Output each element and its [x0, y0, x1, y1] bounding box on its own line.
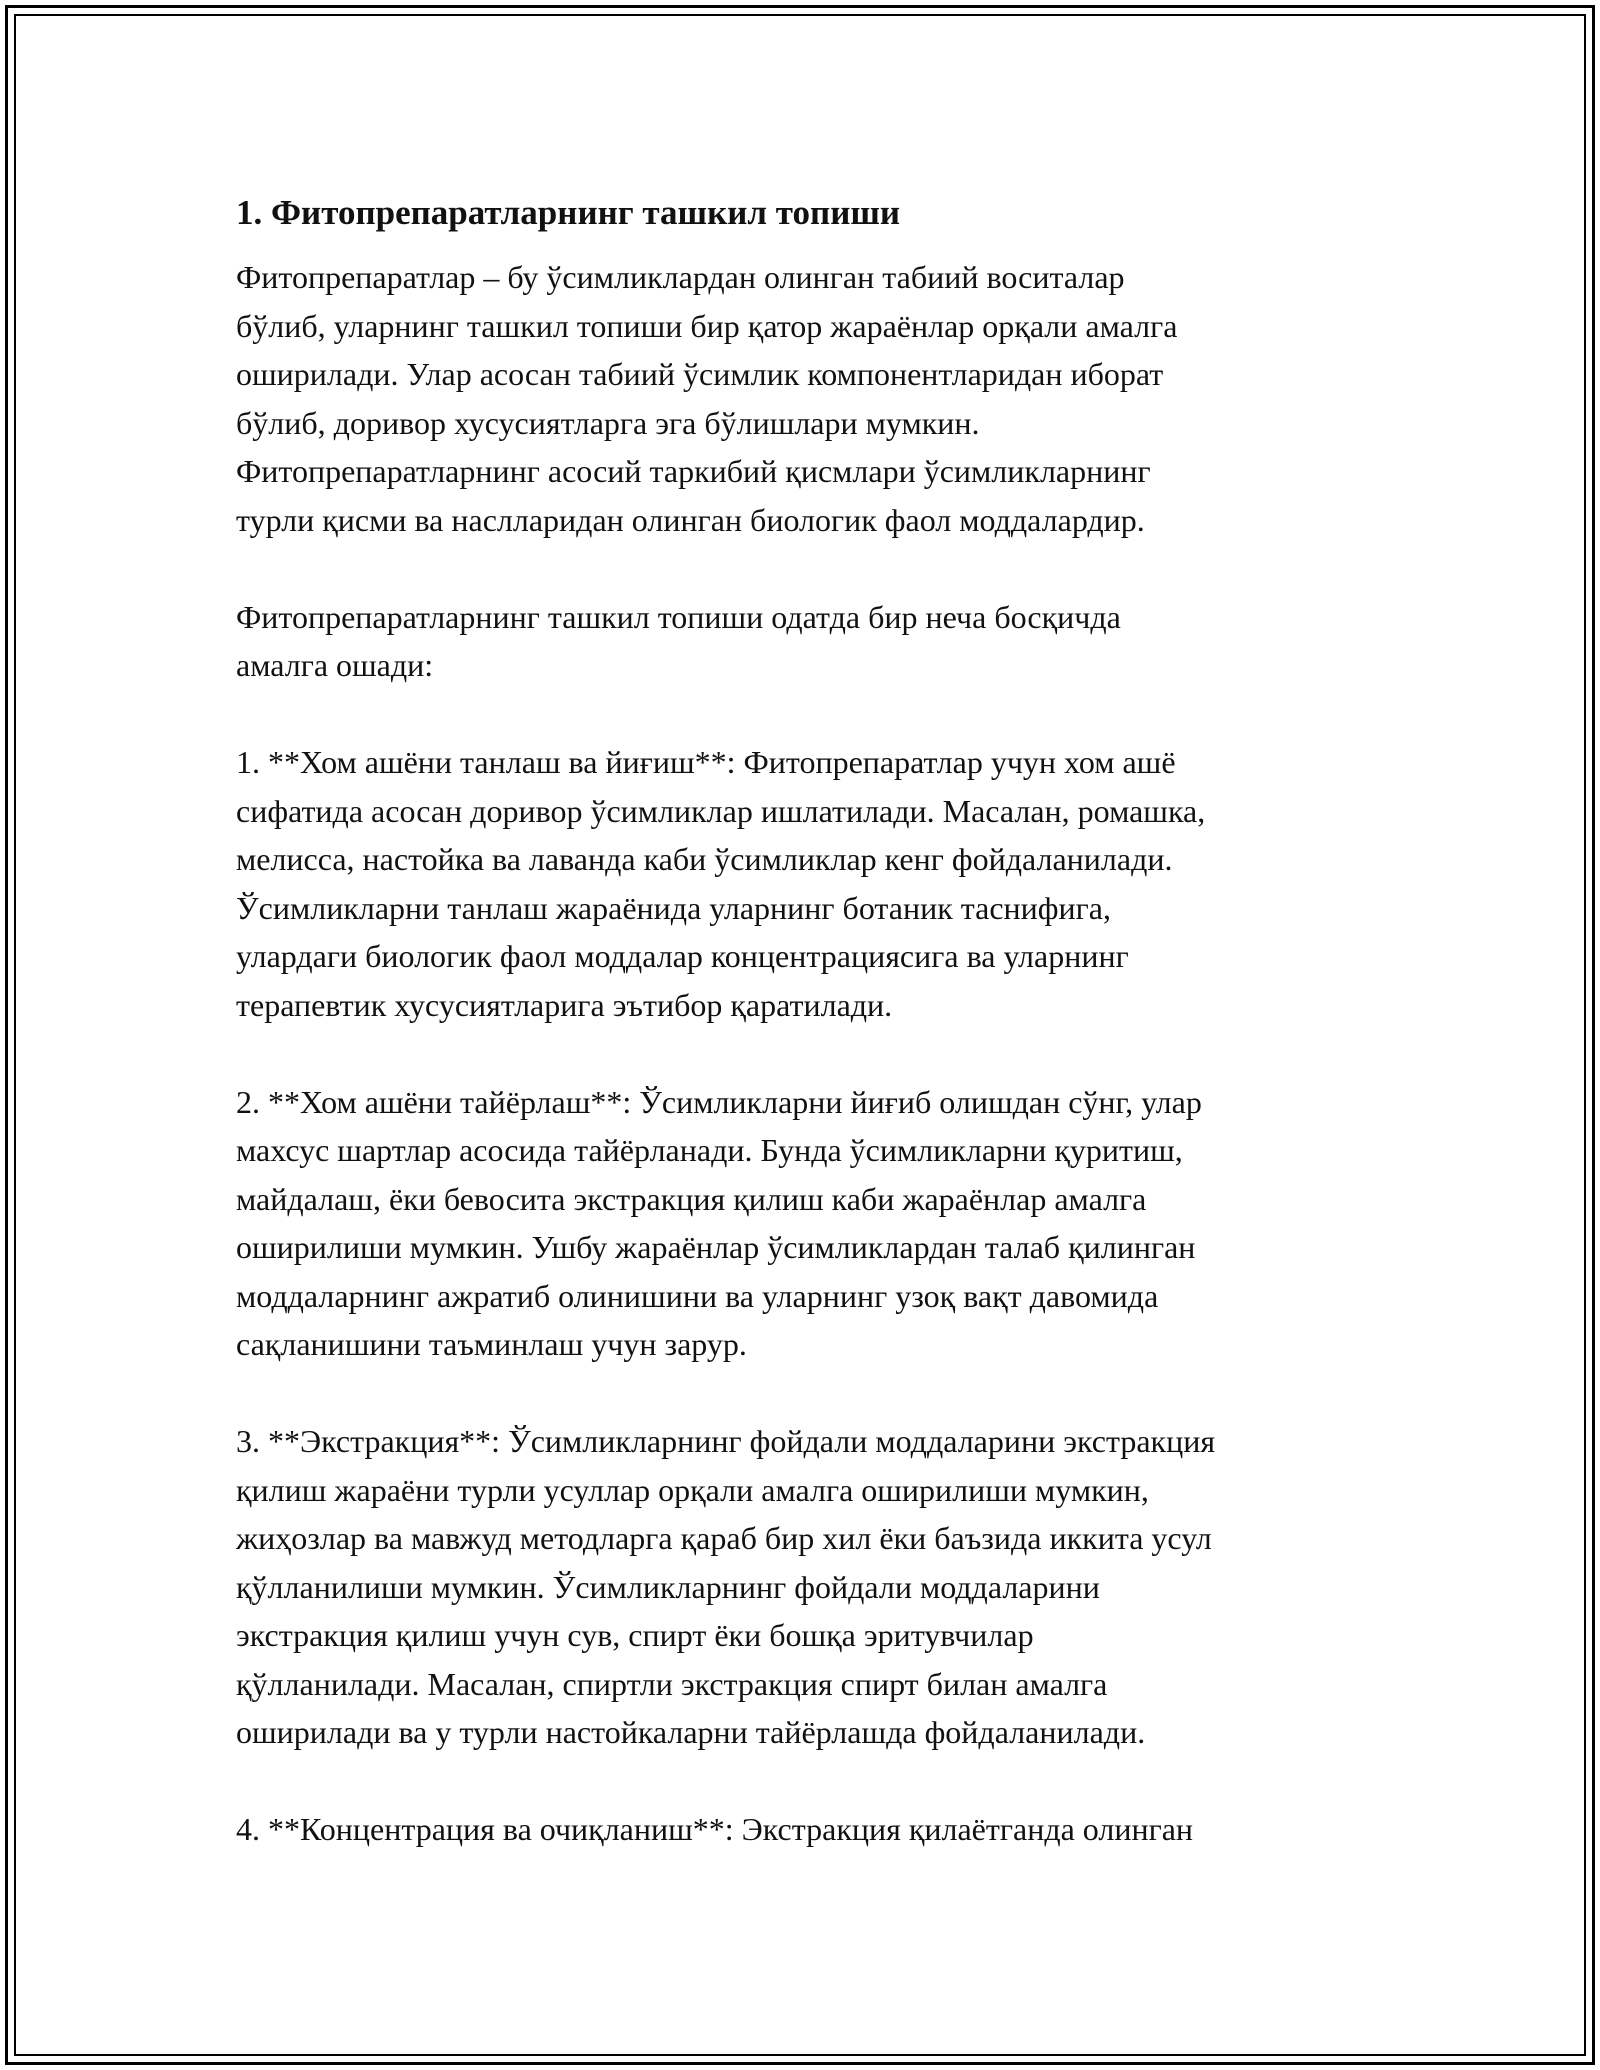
- paragraph: [236, 1078, 1376, 1369]
- text-line: Фитопрепаратларнинг ташкил топиши одатда бир неча босқичда: [236, 598, 1121, 635]
- text-line: қилиш жараёни турли усуллар орқали амалга оширилиши мумкин,: [236, 1471, 1149, 1508]
- text-line: амалга ошади:: [236, 647, 434, 683]
- text-line: оширилиши мумкин. Ушбу жараёнлар ўсимликлардан талаб қилинган: [236, 1229, 1196, 1265]
- text-line: моддаларнинг ажратиб олинишини ва уларнинг узоқ вақт давомида: [236, 1277, 1159, 1314]
- text-line: жиҳозлар ва мавжуд методларга қараб бир хил ёки баъзида иккита усул: [236, 1520, 1212, 1556]
- text-line: 3. **Экстракция**: Ўсимликларнинг фойдали моддаларини экстракция: [236, 1423, 1216, 1459]
- text-line: терапевтик хусусиятларига эътибор қаратилади.: [236, 986, 893, 1023]
- text-line: сифатида асосан доривор ўсимликлар ишлатилади. Масалан, ромашка,: [236, 792, 1206, 829]
- text-line: турли қисми ва наслларидан олинган биологик фаол моддалардир.: [236, 501, 1145, 538]
- text-line: экстракция қилиш учун сув, спирт ёки бошқа эритувчилар: [236, 1617, 1034, 1653]
- text-line: бўлиб, доривор хусусиятларга эга бўлишлари мумкин.: [236, 404, 980, 441]
- text-line: оширилади ва у турли настойкаларни тайёрлашда фойдаланилади.: [236, 1714, 1146, 1750]
- text-line: Фитопрепаратларнинг асосий таркибий қисмлари ўсимликларнинг: [236, 453, 1151, 489]
- paragraph-list: [236, 253, 1376, 1854]
- text-line: улардаги биологик фаол моддалар концентрациясига ва уларнинг: [236, 938, 1129, 974]
- text-line: қўлланилади. Масалан, спиртли экстракция спирт билан амалга: [236, 1665, 1108, 1702]
- text-line: Ўсимликларни танлаш жараёнида уларнинг ботаник таснифига,: [236, 889, 1111, 926]
- paragraph: [236, 1805, 1376, 1854]
- text-line: майдалаш, ёки бевосита экстракция қилиш каби жараёнлар амалга: [236, 1180, 1147, 1217]
- text-line: махсус шартлар асосида тайёрланади. Бунда ўсимликларни қуритиш,: [236, 1132, 1183, 1168]
- text-line: мелисса, настойка ва лаванда каби ўсимликлар кенг фойдаланилади.: [236, 841, 1173, 877]
- paragraph: [236, 593, 1376, 690]
- text-line: 1. **Хом ашёни танлаш ва йиғиш**: Фитопрепаратлар учун хом ашё: [236, 744, 1176, 780]
- text-line: оширилади. Улар асосан табиий ўсимлик компонентларидан иборат: [236, 356, 1164, 392]
- paragraph-gap: [236, 1029, 1376, 1078]
- text-line: бўлиб, уларнинг ташкил топиши бир қатор жараёнлар орқали амалга: [236, 307, 1178, 344]
- text-line: Фитопрепаратлар – бу ўсимликлардан олинган табиий воситалар: [236, 259, 1125, 295]
- paragraph: [236, 1417, 1376, 1757]
- paragraph: [236, 738, 1376, 1029]
- paragraph-gap: [236, 1369, 1376, 1418]
- text-line: сақланишини таъминлаш учун зарур.: [236, 1326, 747, 1362]
- paragraph: [236, 253, 1376, 544]
- section-heading: 1. Фитопрепаратларнинг ташкил топиши: [236, 193, 901, 232]
- paragraph-gap: [236, 544, 1376, 593]
- text-line: 4. **Концентрация ва очиқланиш**: Экстракция қилаётганда олинган: [236, 1811, 1194, 1847]
- document-body: [236, 185, 1376, 1854]
- paragraph-gap: [236, 1757, 1376, 1806]
- text-line: 2. **Хом ашёни тайёрлаш**: Ўсимликларни йиғиб олишдан сўнг, улар: [236, 1083, 1202, 1120]
- paragraph-gap: [236, 690, 1376, 739]
- text-line: қўлланилиши мумкин. Ўсимликларнинг фойдали моддаларини: [236, 1568, 1100, 1605]
